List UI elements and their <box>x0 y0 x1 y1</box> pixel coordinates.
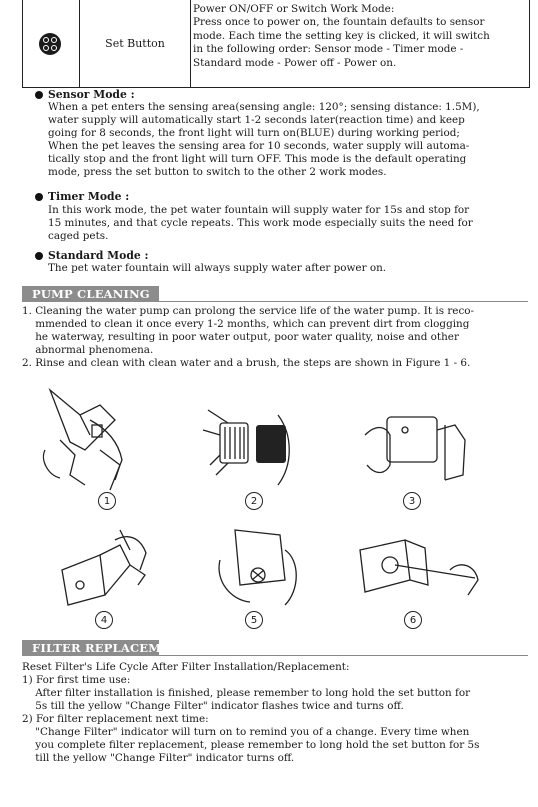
step-number: 2 <box>245 492 263 510</box>
filter-line: Reset Filter's Life Cycle After Filter Installation/Replacement: <box>22 661 350 673</box>
pump-line: abnormal phenomena. <box>22 344 154 356</box>
timer-line: In this work mode, the pet water fountain will supply water for 15s and stop for <box>48 204 470 216</box>
sensor-line: When a pet enters the sensing area(sensing angle: 120°; sensing distance: 1.5M), <box>48 101 480 113</box>
step-2-illustration <box>198 405 308 495</box>
filter-line: After filter installation is finished, please remember to long hold the set button for <box>22 687 471 699</box>
pump-line: 2. Rinse and clean with clean water and a brush, the steps are shown in Figure 1 - 6. <box>22 357 471 369</box>
divider <box>159 655 528 656</box>
desc-line: in the following order: Sensor mode - Timer mode - <box>193 43 464 56</box>
standard-line: The pet water fountain will always supply water after power on. <box>48 262 387 274</box>
step-number: 5 <box>245 611 263 629</box>
sensor-line: water supply will automatically start 1-2 seconds later(reaction time) and keep <box>48 114 465 126</box>
button-name: Set Button <box>80 0 191 87</box>
filter-line: 2) For filter replacement next time: <box>22 713 209 725</box>
icon-cell <box>23 0 80 87</box>
pump-heading-text: PUMP CLEANING <box>32 287 150 301</box>
filter-line: till the yellow "Change Filter" indicator turns off. <box>22 752 295 764</box>
step-4-illustration <box>50 525 170 620</box>
filter-line: 1) For first time use: <box>22 674 131 686</box>
filter-line: you complete filter replacement, please remember to long hold the set button for 5s <box>22 739 480 751</box>
button-description <box>193 3 527 70</box>
filter-line: 5s till the yellow "Change Filter" indicator flashes twice and turns off. <box>22 700 404 712</box>
step-6-illustration <box>350 530 485 615</box>
bullet-icon <box>35 91 43 99</box>
step-3-illustration <box>345 405 475 495</box>
step-number: 1 <box>98 492 116 510</box>
pump-line: 1. Cleaning the water pump can prolong the service life of the water pump. It is reco- <box>22 305 475 317</box>
sensor-line: When the pet leaves the sensing area for 10 seconds, water supply will automa- <box>48 140 470 152</box>
divider <box>159 301 528 302</box>
step-5-illustration <box>200 520 320 620</box>
standard-mode-title: Standard Mode : <box>48 249 149 262</box>
timer-mode-title: Timer Mode : <box>48 190 130 203</box>
sensor-line: tically stop and the front light will turn OFF. This mode is the default operating <box>48 153 467 165</box>
bullet-icon <box>35 252 43 260</box>
pump-line: mmended to clean it once every 1-2 months, which can prevent dirt from clogging <box>22 318 470 330</box>
desc-line: Power ON/OFF or Switch Work Mode: <box>193 3 395 15</box>
button-table <box>22 0 530 88</box>
filter-heading-text: FILTER REPLACEMENT <box>32 641 190 655</box>
sensor-mode-title: Sensor Mode : <box>48 88 135 101</box>
timer-line: caged pets. <box>48 230 109 242</box>
set-button-icon <box>39 33 61 55</box>
step-number: 4 <box>95 611 113 629</box>
step-number: 6 <box>404 611 422 629</box>
desc-line: Standard mode - Power off - Power on. <box>193 56 397 69</box>
desc-line: Press once to power on, the fountain defaults to sensor <box>193 16 485 29</box>
timer-line: 15 minutes, and that cycle repeats. This work mode especially suits the need for <box>48 217 473 229</box>
sensor-line: going for 8 seconds, the front light will turn on(BLUE) during working period; <box>48 127 460 139</box>
bullet-icon <box>35 193 43 201</box>
step-number: 3 <box>403 492 421 510</box>
filter-line: "Change Filter" indicator will turn on to remind you of a change. Every time when <box>22 726 470 738</box>
desc-line: mode. Each time the setting key is clicked, it will switch <box>193 29 490 42</box>
pump-line: he waterway, resulting in poor water output, poor water quality, noise and other <box>22 331 459 343</box>
pump-cleaning-heading <box>22 286 159 302</box>
sensor-line: mode, press the set button to switch to the other 2 work modes. <box>48 166 387 178</box>
filter-replacement-heading <box>22 640 190 656</box>
step-1-illustration <box>30 380 150 500</box>
